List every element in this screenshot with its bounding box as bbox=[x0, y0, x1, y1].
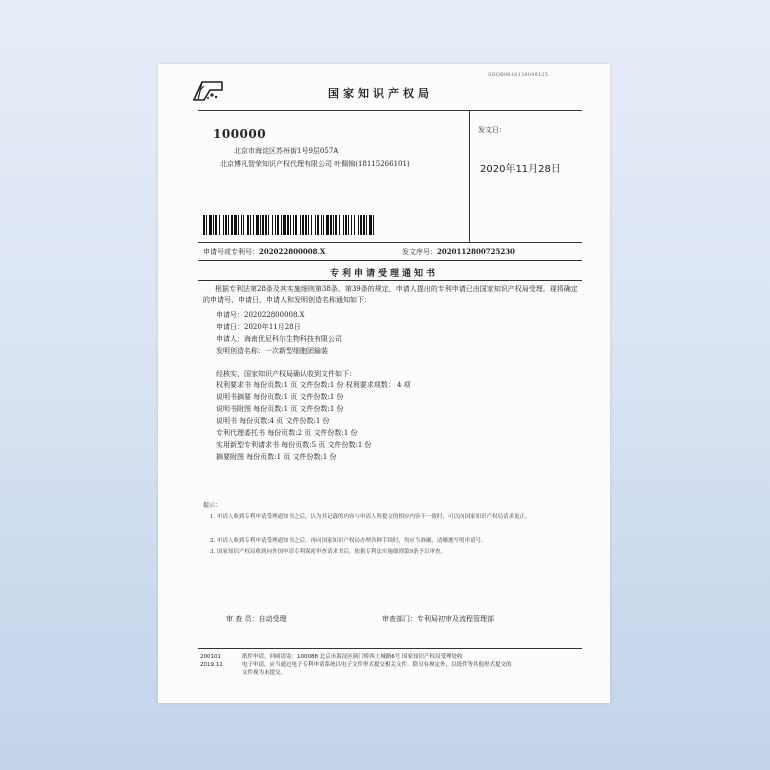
file-line: 摘要附图 每份页数:1 页 文件份数:1 份 bbox=[216, 453, 337, 461]
detail-line: 申请人：海南优尼科尔生物科技有限公司 bbox=[216, 335, 342, 343]
header-vertical-divider bbox=[469, 110, 470, 242]
examiner-label: 审 查 员： bbox=[226, 615, 259, 623]
application-number: 202022800008.X bbox=[259, 247, 326, 256]
department-row bbox=[382, 614, 494, 624]
detail-line: 发明创造名称：一次新型细胞团输装 bbox=[216, 347, 328, 355]
serial-number: 2020112800725230 bbox=[437, 247, 515, 256]
department-label: 审查部门： bbox=[382, 615, 417, 623]
application-number-label: 申请号或专利号： bbox=[203, 248, 259, 256]
date-label: 发文日： bbox=[478, 126, 506, 134]
footer-line-3: 文件视为未提交。 bbox=[242, 670, 287, 676]
notes-title: 提示： bbox=[203, 502, 222, 509]
note-item: 1. 申请人收到专利申请受理通知书之后，认为其记载的内容与申请人所提交的相应内容不一致时，可以向国家知识产权局请求更正。 bbox=[210, 514, 531, 520]
file-line: 实用新型专利请求书 每份页数:5 页 文件份数:1 份 bbox=[216, 441, 372, 449]
date-value: 2020年11月28日 bbox=[480, 164, 561, 175]
file-line: 说明书附图 每份页数:1 页 文件份数:1 份 bbox=[216, 405, 344, 413]
note-item: 2. 申请人收到专利申请受理通知书之后，再向国家知识产权局办理各种手续时，均应当准确、清晰地写明申请号。 bbox=[210, 538, 487, 544]
detail-line: 申请日：2020年11月28日 bbox=[216, 323, 301, 331]
footer-divider bbox=[198, 648, 582, 649]
notice-title: 专利申请受理通知书 bbox=[329, 269, 438, 279]
detail-line: 申请号：202022800008.X bbox=[216, 311, 305, 319]
application-number-row bbox=[203, 247, 325, 257]
footer-code-1: 200101 bbox=[200, 654, 221, 660]
barcode-divider bbox=[198, 242, 582, 243]
postcode: 100000 bbox=[213, 127, 267, 141]
address-line-2: 北京博凡智荣知识产权代理有限公司 叶佩锦(18115266101) bbox=[220, 160, 410, 168]
document-serial-code: SDQB0616138049125 bbox=[488, 72, 548, 78]
title-divider-top bbox=[198, 260, 582, 261]
files-intro: 经核实，国家知识产权局确认收到文件如下： bbox=[216, 370, 356, 378]
footer-line-2: 电子申请，应当通过电子专利申请系统以电子文件形式提交相关文件。除另有规定外，以纸件等其他形式提交的 bbox=[242, 662, 512, 668]
note-item: 3. 国家知识产权局收到向外国申请专利保密审查请求书后，依据专利法实施细则第9条予以审查。 bbox=[210, 549, 446, 555]
office-name: 国家知识产权局 bbox=[328, 87, 433, 100]
serial-number-row bbox=[402, 247, 515, 257]
barcode-image bbox=[203, 215, 465, 235]
department-value: 专利局初审及流程管理部 bbox=[417, 615, 494, 623]
cnipa-logo-icon bbox=[192, 78, 226, 102]
footer-code-2: 2019.11 bbox=[200, 662, 223, 668]
examiner-value: 自动受理 bbox=[258, 615, 287, 623]
file-line: 专利代理委托书 每份页数:2 页 文件份数:1 份 bbox=[216, 429, 358, 437]
file-line: 权利要求书 每份页数:1 页 文件份数:1 份 权利要求项数： 4 项 bbox=[216, 381, 411, 389]
examiner-row bbox=[226, 614, 286, 624]
serial-number-label: 发文序号： bbox=[402, 248, 437, 256]
file-line: 说明书 每份页数:4 页 文件份数:1 份 bbox=[216, 417, 330, 425]
footer-line-1: 纸件申请，回函请寄：100088 北京市海淀区蓟门桥西土城路6号 国家知识产权局受理处收 bbox=[242, 654, 463, 660]
title-divider-bottom bbox=[198, 280, 582, 281]
intro-paragraph: 根据专利法第28条及其实施细则第38条、第39条的规定，申请人提出的专利申请已由国家知识产权局受理。现将确定的申请号、申请日、申请人和发明创造名称通知如下： bbox=[203, 285, 578, 304]
file-line: 说明书摘要 每份页数:1 页 文件份数:1 份 bbox=[216, 393, 344, 401]
notice-document bbox=[158, 64, 610, 703]
address-line-1: 北京市海淀区苏州街1号9层057A bbox=[234, 147, 339, 155]
header-divider bbox=[198, 110, 582, 111]
barcode-bar bbox=[374, 215, 376, 235]
